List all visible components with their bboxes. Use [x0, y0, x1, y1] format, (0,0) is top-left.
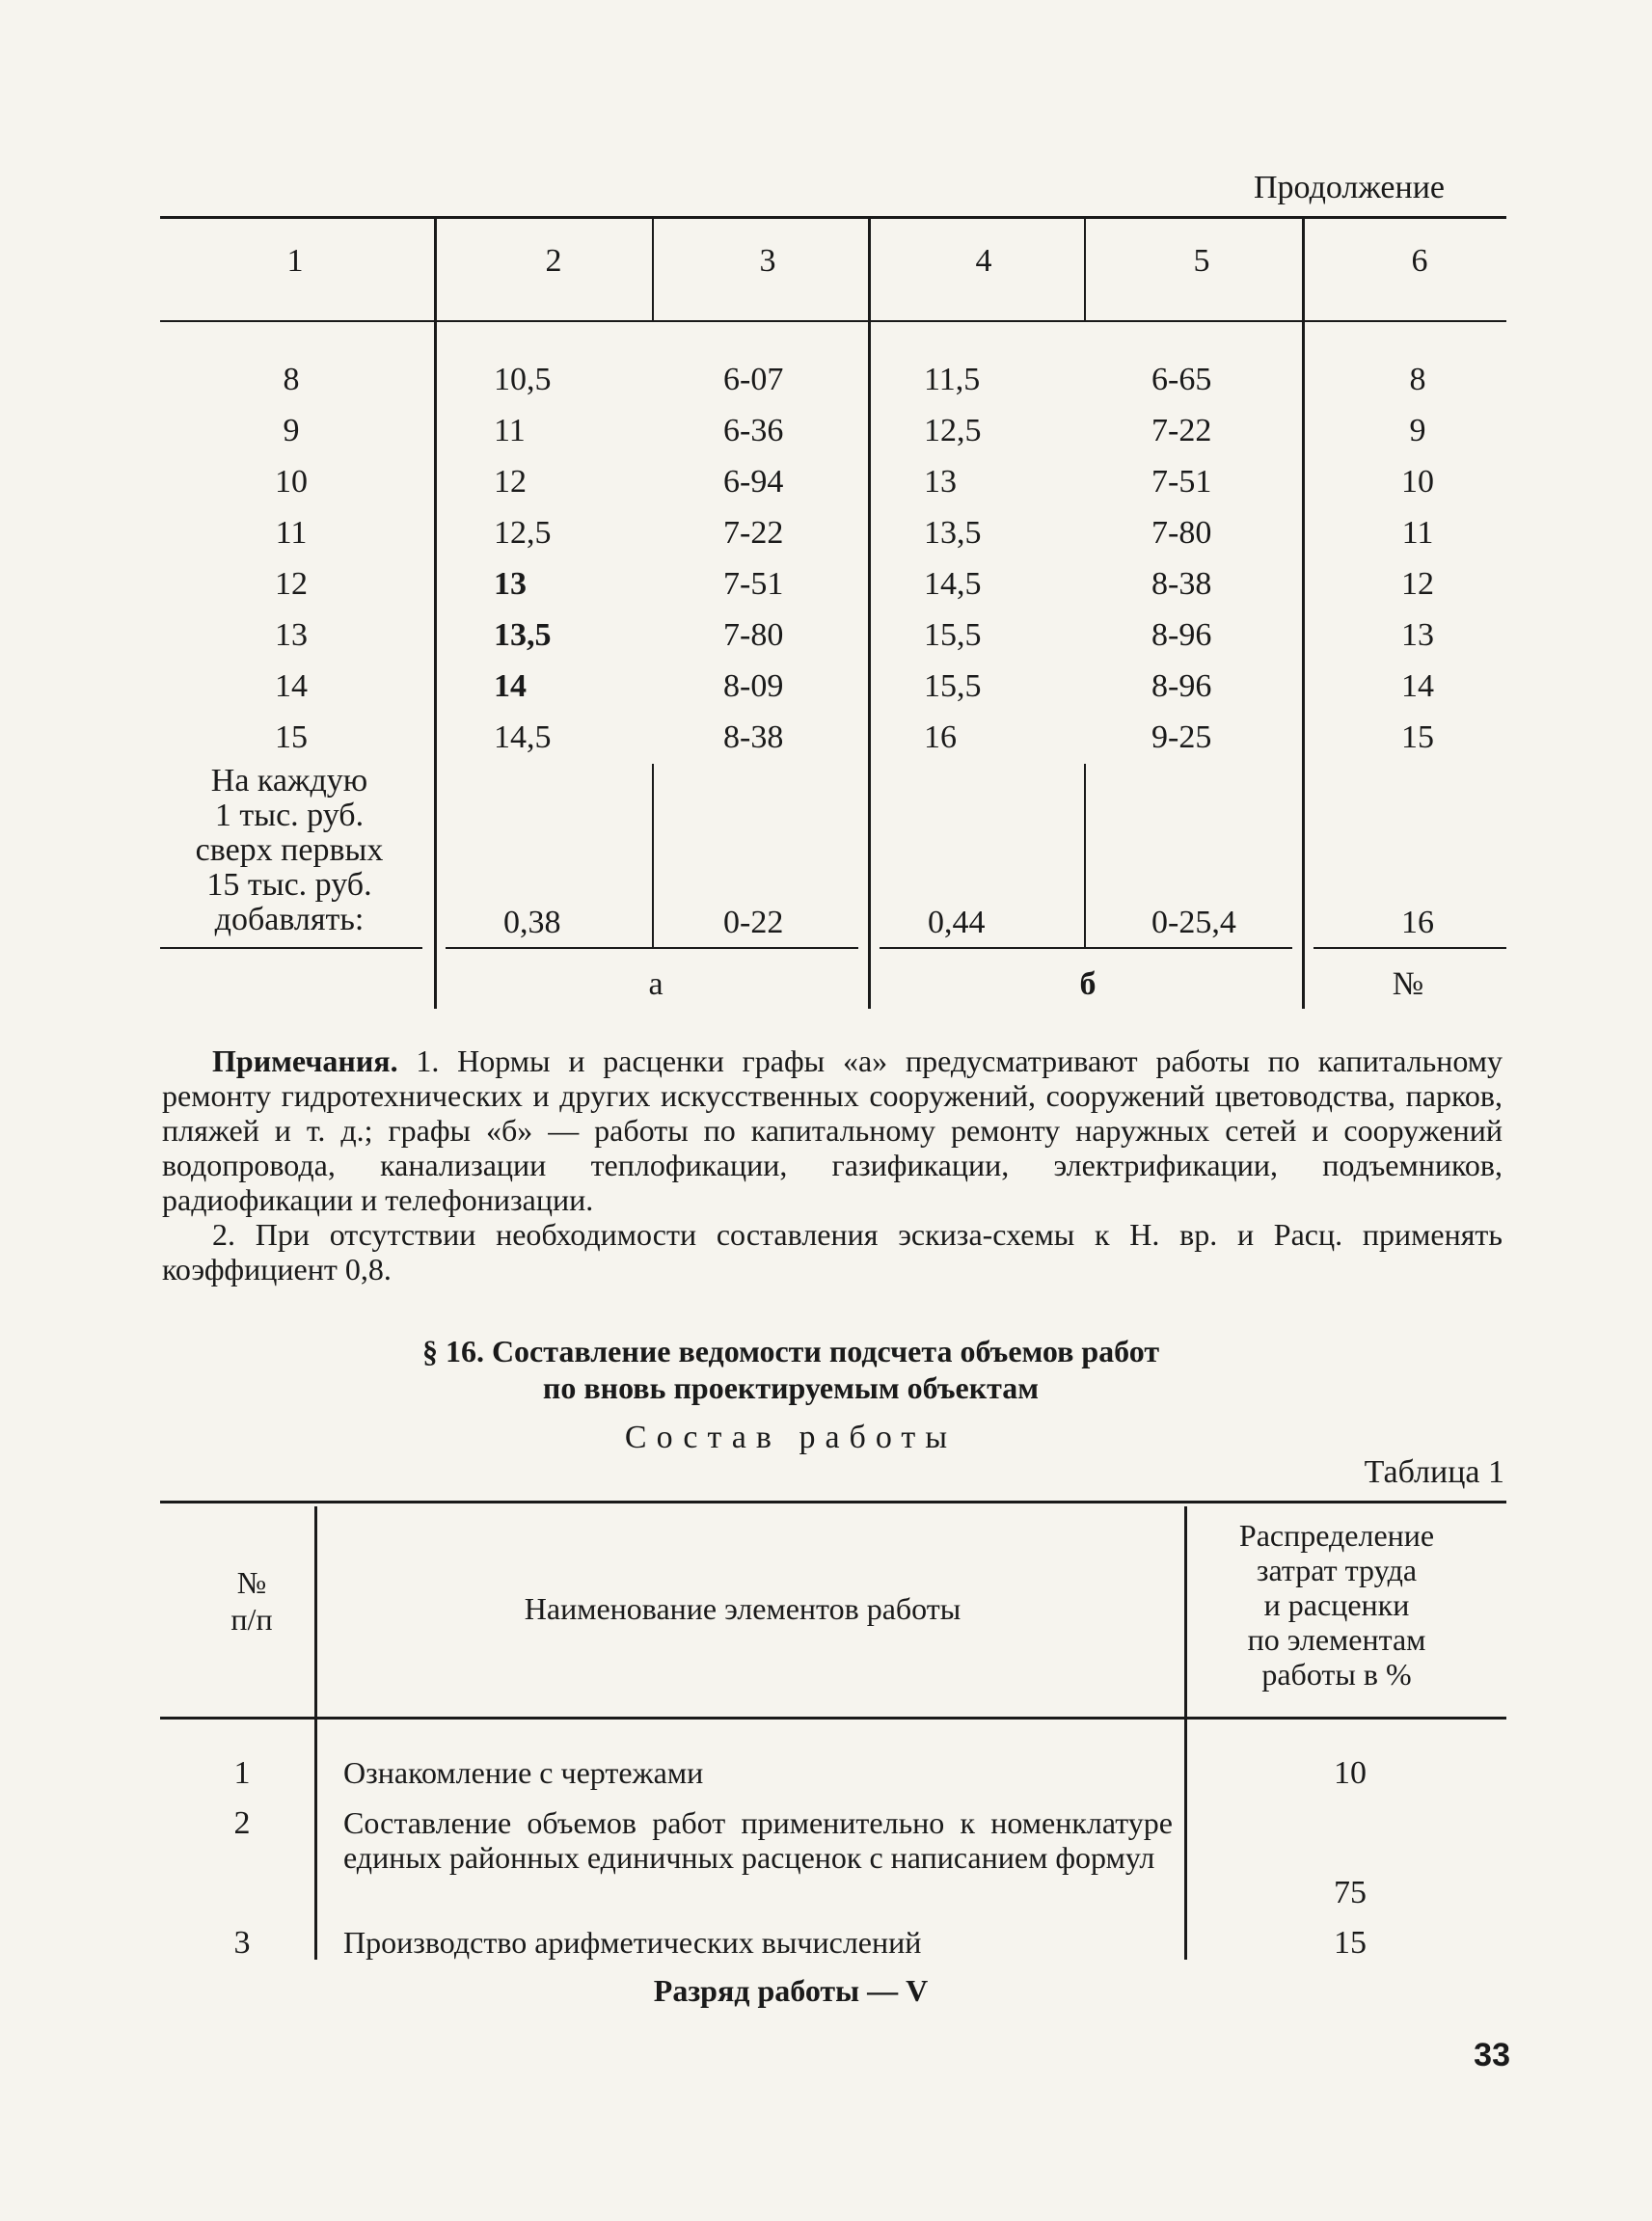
cell: 14: [494, 668, 527, 704]
cell: 7-51: [1151, 464, 1212, 500]
cell: 7-80: [723, 617, 784, 653]
table1-header-2: 2: [545, 243, 562, 279]
page-number: 33: [1474, 2037, 1510, 2073]
cell: 15: [275, 719, 308, 755]
table-row: [0, 515, 1652, 566]
cell: 11,5: [924, 362, 981, 397]
header-line: работы в %: [1261, 1657, 1412, 1692]
cell: 7-22: [1151, 413, 1212, 448]
cell: 12: [275, 566, 308, 602]
cell: 8-96: [1151, 668, 1212, 704]
cell: 6-65: [1151, 362, 1212, 397]
section-title-line: § 16. Составление ведомости подсчета объемов работ: [421, 1334, 1160, 1368]
notes-label: Примечания.: [212, 1043, 398, 1078]
notes: [162, 1043, 1503, 1287]
cell: 6-07: [723, 362, 784, 397]
cell: 8-96: [1151, 617, 1212, 653]
header-line: и расценки: [1263, 1587, 1410, 1622]
row-name: Составление объемов работ применительно к номенклатуре единых районных единичных расценок с написанием формул: [343, 1805, 1173, 1875]
cell: 15,5: [924, 617, 982, 653]
row-number: 1: [233, 1755, 251, 1791]
table1-header-5: 5: [1193, 243, 1210, 279]
cell: 13: [275, 617, 308, 653]
section-title-line: по вновь проектируемым объектам: [542, 1370, 1040, 1405]
addition-note-line: добавлять:: [214, 902, 365, 937]
cell: 8: [283, 362, 300, 397]
header-line: №: [236, 1565, 267, 1600]
header-line: Распределение: [1238, 1518, 1435, 1553]
cell: 8-09: [723, 668, 784, 704]
table2-header-num: [189, 1564, 314, 1638]
cell: 13: [494, 566, 527, 602]
row-value: 10: [1334, 1755, 1367, 1791]
continuation-label: Продолжение: [1254, 170, 1446, 205]
addition-value: 0,38: [503, 905, 561, 940]
table2-header-name: Наименование элементов работы: [524, 1591, 961, 1626]
addition-note-line: На каждую: [210, 763, 368, 799]
group-label-a: а: [648, 966, 664, 1002]
cell: 14: [1401, 668, 1434, 704]
row-name: Ознакомление с чертежами: [343, 1755, 704, 1790]
table-row: [0, 464, 1652, 515]
cell: 12: [1401, 566, 1434, 602]
cell: 12,5: [494, 515, 552, 551]
cell: 11: [1401, 515, 1434, 551]
cell: 11: [494, 413, 526, 448]
addition-note-line: 1 тыс. руб.: [214, 798, 365, 833]
cell: 8-38: [1151, 566, 1212, 602]
header-line: по элементам: [1247, 1622, 1426, 1657]
row-number: 3: [233, 1925, 251, 1961]
row-name: Производство арифметических вычислений: [343, 1925, 922, 1960]
group-label-number: №: [1392, 966, 1424, 1002]
addition-note-line: сверх первых: [195, 832, 384, 868]
section-title: [289, 1333, 1292, 1406]
cell: 11: [275, 515, 308, 551]
header-line: п/п: [230, 1602, 273, 1637]
cell: 6-94: [723, 464, 784, 500]
cell: 14: [275, 668, 308, 704]
cell: 14,5: [494, 719, 552, 755]
work-composition-heading: Состав работы: [624, 1420, 958, 1455]
table-row: [0, 566, 1652, 617]
table-row: [0, 617, 1652, 668]
addition-value: 0,44: [928, 905, 986, 940]
cell: 9-25: [1151, 719, 1212, 755]
cell: 13: [1401, 617, 1434, 653]
cell: 8: [1409, 362, 1426, 397]
cell: 13,5: [924, 515, 982, 551]
table-label: Таблица 1: [1364, 1454, 1504, 1490]
row-value: 15: [1334, 1925, 1367, 1961]
cell: 12: [494, 464, 527, 500]
table1-header-4: 4: [975, 243, 992, 279]
table1-header-6: 6: [1411, 243, 1428, 279]
addition-value: 0-25,4: [1151, 905, 1236, 940]
cell: 15,5: [924, 668, 982, 704]
table-row: [0, 362, 1652, 413]
note-1: 1. Нормы и расценки графы «а» предусматривают работы по капитальному ремонту гидротехнических и других искусственных сооружений, сооружений цветоводства, парков, пляжей и т. д.; графы «б» — работы по капитальному ремонту наружных сетей и сооружений водопровода, канализации теплофикации, газификации, электрификации, подъемников, радиофикации и телефонизации.: [162, 1043, 1503, 1217]
cell: 8-38: [723, 719, 784, 755]
addition-value: 0-22: [723, 905, 784, 940]
cell: 9: [1409, 413, 1426, 448]
cell: 10,5: [494, 362, 552, 397]
table1-header-1: 1: [286, 243, 304, 279]
addition-note: [154, 764, 424, 937]
cell: 7-80: [1151, 515, 1212, 551]
cell: 6-36: [723, 413, 784, 448]
cell: 12,5: [924, 413, 982, 448]
cell: 13,5: [494, 617, 552, 653]
cell: 16: [924, 719, 957, 755]
table1-header-3: 3: [759, 243, 776, 279]
row-value: 75: [1334, 1875, 1367, 1910]
addition-value: 16: [1401, 905, 1434, 940]
header-line: затрат труда: [1256, 1553, 1418, 1587]
cell: 7-22: [723, 515, 784, 551]
group-label-b: б: [1079, 966, 1097, 1002]
cell: 10: [275, 464, 308, 500]
cell: 13: [924, 464, 957, 500]
cell: 14,5: [924, 566, 982, 602]
addition-note-line: 15 тыс. руб.: [206, 867, 372, 903]
row-number: 2: [233, 1805, 251, 1841]
work-grade: Разряд работы — V: [653, 1973, 929, 2008]
note-2: 2. При отсутствии необходимости составления эскиза-схемы к Н. вр. и Расц. применять коэффициент 0,8.: [162, 1217, 1503, 1287]
cell: 10: [1401, 464, 1434, 500]
cell: 7-51: [723, 566, 784, 602]
cell: 15: [1401, 719, 1434, 755]
table-row: [0, 668, 1652, 719]
table2-header-distribution: [1182, 1518, 1491, 1692]
cell: 9: [283, 413, 300, 448]
table-row: [0, 413, 1652, 464]
